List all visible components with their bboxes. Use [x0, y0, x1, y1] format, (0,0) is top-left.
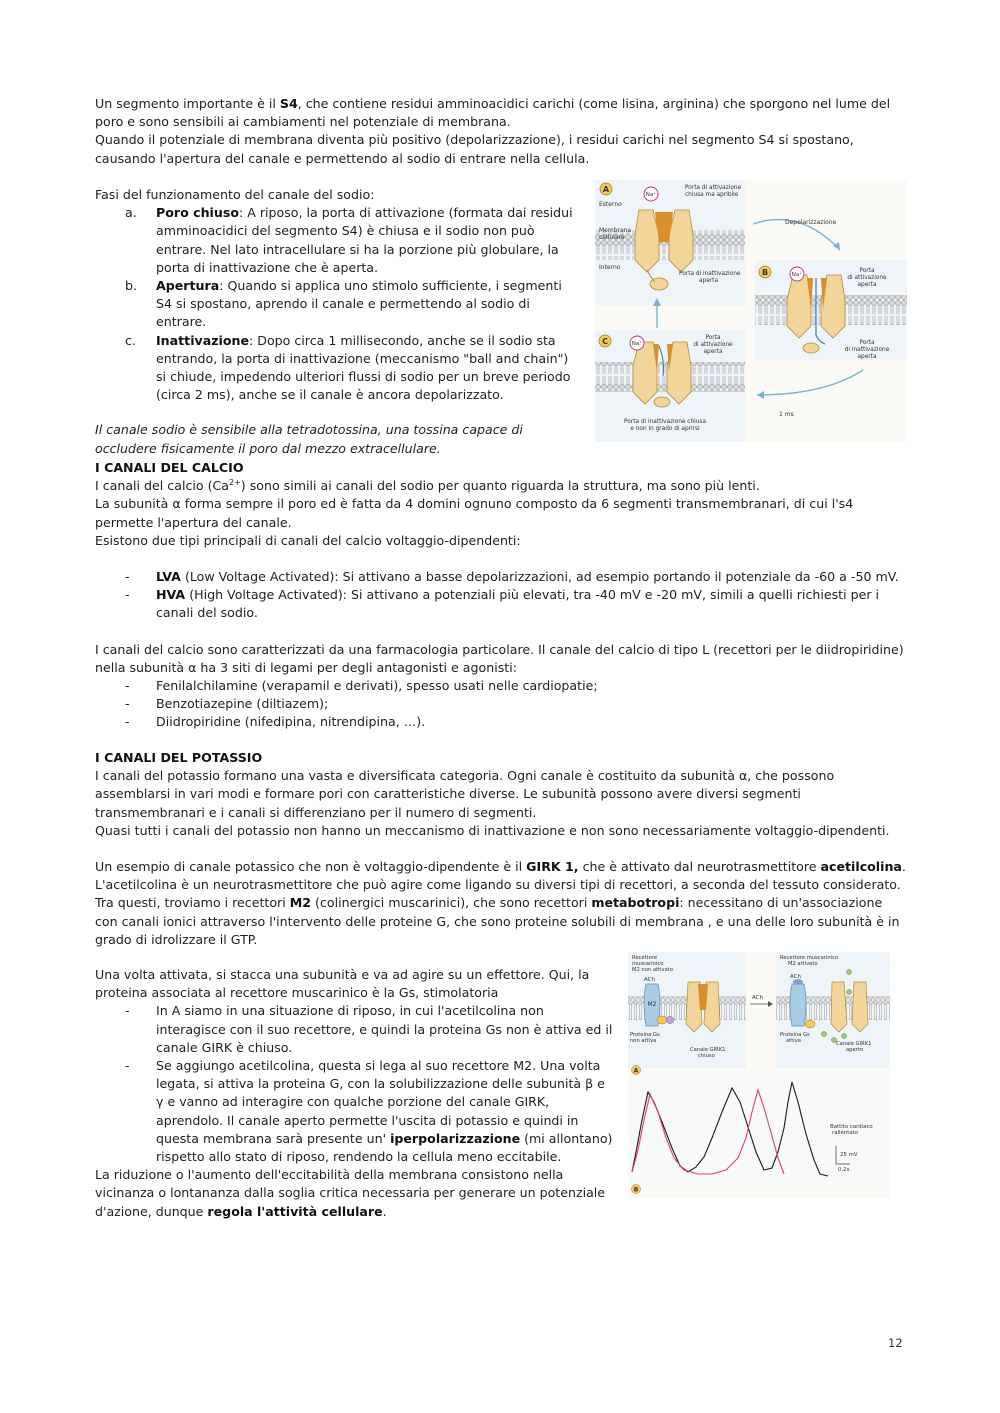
list-marker: b. — [125, 278, 137, 294]
list-item — [95, 586, 907, 622]
potassium-section — [95, 749, 907, 949]
list-marker: - — [125, 569, 130, 585]
bold-term: Inattivazione — [156, 332, 250, 348]
receptor-label-line2: muscarinico — [632, 961, 664, 967]
c-activation-label-line1: Porta — [705, 335, 721, 341]
ach-label: ACh — [790, 974, 801, 980]
superscript: 2+ — [229, 478, 241, 488]
sodium-ion-label: Na⁺ — [645, 192, 657, 198]
gs-active-label-line2: attiva — [786, 1038, 801, 1044]
calcium-section — [95, 459, 907, 732]
calcium-heading: I CANALI DEL CALCIO — [95, 460, 244, 475]
text-run: Un segmento importante è il — [95, 96, 280, 111]
intro-paragraph-s4 — [95, 95, 907, 131]
calcium-pharmacology: I canali del calcio sono caratterizzati da una farmacologia particolare. Il canale del calcio di tipo L (recettori per le diidropiridine) nella subunità α ha 3 siti di legami per degli antagonisti e agonisti: — [95, 641, 904, 675]
inactivation-gate-label-line2: aperta — [699, 278, 719, 284]
potassium-ion — [822, 1032, 827, 1037]
drug-list — [95, 677, 907, 732]
list-item — [95, 1002, 615, 1057]
b-inactivation-label-line2: di inattivazione — [844, 347, 890, 353]
list-marker: - — [125, 678, 130, 694]
g-alpha-subunit-active — [805, 1020, 815, 1028]
girk-label-line2: chiuso — [698, 1053, 715, 1059]
inactivation-ball-c — [654, 397, 670, 407]
arrow-head-icon — [768, 1001, 773, 1007]
g-beta-gamma-subunit — [666, 1017, 674, 1024]
girk-active-label-line2: aperto — [846, 1047, 864, 1053]
tetrodotoxin-note: Il canale sodio è sensibile alla tetradotossina, una tossina capace di occludere fisicamente il poro dal mezzo extracellulare. — [95, 422, 523, 456]
membrane-label-line2: cellulare — [599, 234, 625, 241]
intro-section — [95, 95, 907, 168]
calcium-types-intro: Esistono due tipi principali di canali del calcio voltaggio-dipendenti: — [95, 532, 521, 548]
channel-left-half-b — [787, 275, 811, 338]
calcium-types-list — [95, 568, 907, 623]
receptor-active-label-line2: M2 attivato — [788, 961, 818, 967]
text-run: , che contiene residui amminoacidici carichi (come lisina, arginina) che sporgono nel lume del poro e sono sensibili ai cambiamenti nel potenziale di membrana. — [95, 96, 891, 130]
outside-label: Esterno — [599, 201, 622, 208]
b-inactivation-label-line3: aperta — [857, 354, 877, 360]
potassium-heading: I CANALI DEL POTASSIO — [95, 750, 263, 765]
b-inactivation-label-line1: Porta — [859, 340, 875, 346]
slowed-beat-label-line1: Battito cardiaco — [830, 1124, 873, 1130]
panel-a-label: A — [602, 185, 610, 194]
c-activation-label-line2: di attivazione — [693, 342, 733, 348]
girk-diagram — [628, 952, 890, 1198]
bold-term: metabotropi — [591, 895, 680, 911]
sodium-channel-figure — [595, 180, 907, 442]
b-activation-label-line2: di attivazione — [847, 275, 887, 281]
panel-b-label: B — [761, 268, 769, 277]
list-marker: - — [125, 696, 130, 712]
potassium-ion — [842, 1034, 847, 1039]
sodium-channel-diagram — [595, 180, 907, 442]
time-label: 1 ms — [779, 411, 794, 418]
calcium-intro — [95, 477, 907, 495]
phases-list — [95, 204, 573, 404]
acetylcholine-paragraph — [95, 876, 907, 949]
potassium-intro: I canali del potassio formano una vasta e diversificata categoria. Ogni canale è costituito da subunità α, che possono assemblarsi in vari modi e formare pori con caratteristiche diverse. Le subunità possono avere diversi segmenti transmembranari e i canali si differenziano per il numero di segmenti. — [95, 768, 835, 820]
list-item-text: Diidropiridine (nifedipina, nitrendipina, …). — [156, 714, 426, 730]
list-item-text: (High Voltage Activated): Si attivano a potenziali più elevati, tra -40 mV e -20 mV, simili a quelli richiesti per i canali del sodio. — [156, 587, 880, 621]
list-item-text: (Low Voltage Activated): Si attivano a basse depolarizzazioni, ad esempio portando il potenziale da -60 a -50 mV. — [180, 569, 899, 585]
list-item — [95, 713, 907, 731]
gs-active-label-line1: Proteina Gs — [780, 1032, 810, 1038]
m2-label: M2 — [647, 1001, 657, 1008]
bold-term: Apertura — [156, 278, 220, 294]
bold-term: acetilcolina — [820, 859, 902, 875]
list-marker: - — [125, 714, 130, 730]
text-run: Un esempio di canale potassico che non è voltaggio-dipendente è il — [95, 859, 527, 875]
c-activation-label-line3: aperta — [703, 349, 723, 355]
activation-gate-label-line1: Porta di attivazione — [685, 185, 742, 191]
girk-paragraph — [95, 858, 907, 876]
text-run: (colinergici muscarinici), che sono recettori — [311, 895, 592, 911]
list-item-text: (mi allontano) rispetto allo stato di riposo, rendendo la cellula meno eccitabile. — [156, 1130, 613, 1165]
girk-states-list — [95, 1002, 615, 1166]
inside-label: Interno — [599, 264, 621, 271]
text-run: I canali del calcio (Ca — [95, 478, 229, 494]
list-item — [95, 695, 907, 713]
inactivation-gate-label-line1: Porta di inattivazione — [679, 271, 741, 277]
bold-term: LVA — [156, 569, 181, 585]
potassium-ion — [847, 970, 852, 975]
list-item — [95, 204, 573, 277]
list-item — [95, 677, 907, 695]
activation-gate-label-line2: chiusa ma apribile — [685, 192, 739, 198]
bold-term: HVA — [156, 587, 186, 603]
intro-paragraph-depolarization: Quando il potenziale di membrana diventa più positivo (depolarizzazione), i residui carichi nel segmento S4 si spostano, causando l'apertura del canale e permettendo al sodio di entrare nella cellula. — [95, 132, 854, 166]
page-number: 12 — [888, 1336, 903, 1350]
excitability-paragraph — [95, 1166, 615, 1221]
g-protein-section — [95, 966, 615, 1221]
bold-term: Poro chiuso — [156, 205, 239, 221]
bold-term: iperpolarizzazione — [390, 1130, 521, 1146]
text-run: La riduzione o l'aumento dell'eccitabilità della membrana consistono nella vicinanza o lontananza dalla soglia critica necessaria per generare un potenziale d'azione, dunque — [95, 1167, 606, 1219]
list-item — [95, 568, 907, 586]
sodium-ion-label: Na⁺ — [791, 272, 803, 278]
text-run: che è attivato dal neurotrasmettitore — [578, 859, 821, 875]
voltage-scale-label: 25 mV — [840, 1152, 858, 1158]
channel-right-half-a — [669, 210, 693, 272]
panel-b-label: B — [633, 1186, 639, 1194]
list-marker: - — [125, 587, 130, 603]
gs-label-line1: Proteina Gs — [630, 1032, 660, 1038]
girk-figure — [628, 952, 890, 1198]
list-marker: - — [125, 1058, 130, 1074]
text-run: . — [382, 1203, 387, 1219]
bold-term: regola l'attività cellulare — [207, 1203, 383, 1219]
panel-c-label: C — [602, 337, 608, 346]
text-run: ) sono simili ai canali del sodio per quanto riguarda la struttura, ma sono più lenti. — [240, 478, 760, 494]
girk-channel-left-active — [831, 982, 847, 1032]
receptor-active-label-line1: Recettore muscarinico — [780, 955, 839, 961]
phases-title: Fasi del funzionamento del canale del sodio: — [95, 187, 375, 202]
ach-arrow-label: ACh — [752, 995, 763, 1001]
text-run: . — [901, 859, 906, 875]
inactivation-arrow — [757, 370, 863, 395]
list-item-text: : Dopo circa 1 millisecondo, anche se il sodio sta entrando, la porta di inattivazione (meccanismo "ball and chain") si chiude, impedendo ulteriori flussi di sodio per un breve periodo (circa 2 ms), anche se il canale è ancora depolarizzato. — [156, 332, 571, 403]
calcium-alpha-subunit: La subunità α forma sempre il poro ed è fatta da 4 domini ognuno composto da 6 segmenti transmembranari, di cui l's4 permette l'apertura del canale. — [95, 496, 854, 530]
list-marker: c. — [125, 332, 136, 348]
sodium-ion-label: Na⁺ — [631, 341, 643, 347]
inactivation-ball-b — [803, 343, 819, 353]
time-scale-label: 0,2s — [838, 1167, 850, 1173]
sodium-phases-section — [95, 186, 573, 458]
list-marker: a. — [125, 205, 137, 221]
list-item-text: Fenilalchilamine (verapamil e derivati), spesso usati nelle cardiopatie; — [156, 678, 598, 694]
list-marker: - — [125, 1003, 130, 1019]
bold-term: M2 — [289, 895, 312, 911]
list-item-text: Benzotiazepine (diltiazem); — [156, 696, 329, 712]
list-item — [95, 332, 573, 405]
depolarization-label: Depolarizzazione — [785, 219, 837, 226]
panel-a-label: A — [633, 1067, 639, 1075]
m2-receptor-active — [790, 984, 806, 1026]
list-item — [95, 277, 573, 332]
potassium-inactivation: Quasi tutti i canali del potassio non hanno un meccanismo di inattivazione e non sono necessariamente voltaggio-dipendenti. — [95, 822, 890, 838]
list-item — [95, 1057, 615, 1166]
b-activation-label-line1: Porta — [859, 268, 875, 274]
gs-label-line2: non attiva — [630, 1038, 657, 1044]
g-alpha-subunit — [657, 1016, 667, 1024]
bold-term: GIRK 1, — [526, 859, 579, 875]
g-protein-intro: Una volta attivata, si stacca una subunità e va ad agire su un effettore. Qui, la proteina associata al recettore muscarinico è la Gs, stimolatoria — [95, 967, 590, 1001]
c-inactivation-label-line2: e non in grado di aprirsi — [630, 426, 700, 432]
channel-left-half-a — [635, 210, 659, 272]
text-run: L'acetilcolina è un neurotrasmettitore che può agire come ligando su diversi tipi di recettori, a seconda del tessuto considerato. Tra questi, troviamo i recettori — [95, 877, 901, 911]
b-activation-label-line3: aperta — [857, 282, 877, 288]
channel-left-half-c — [633, 342, 657, 404]
c-inactivation-label-line1: Porta di inattivazione chiusa — [624, 419, 706, 425]
ach-label: ACh — [644, 977, 655, 983]
girk-channel-right-active — [852, 982, 868, 1032]
arrow-head-icon — [757, 391, 764, 399]
potassium-ion — [847, 990, 852, 995]
text-run: : necessitano di un'associazione con canali ionici attraverso l'intervento delle proteine G, che sono proteine solubili di membrana , e una delle loro subunità è in grado di idrolizzare il GTP. — [95, 895, 900, 947]
list-item-text: In A siamo in una situazione di riposo, in cui l'acetilcolina non interagisce con il suo recettore, e quindi la proteina Gs non è attiva ed il canale GIRK è chiuso. — [156, 1003, 613, 1055]
list-item-text: : A riposo, la porta di attivazione (formata dai residui amminoacidici del segmento S4) è chiusa e il sodio non può entrare. Nel lato intracellulare si ha la porzione più globulare, la porta di inattivazione che è aperta. — [156, 205, 573, 275]
receptor-label-line1: Recettore — [632, 955, 658, 961]
list-item-text: : Quando si applica uno stimolo sufficiente, i segmenti S4 si spostano, aprendo il canale e permettendo al sodio di entrare. — [156, 278, 562, 330]
list-item-text: Se aggiungo acetilcolina, questa si lega al suo recettore M2. Una volta legata, si attiva la proteina G, con la solubilizzazione delle subunità β e γ e vanno ad interagire con qualche porzione del canale GIRK, aprendolo. Il canale aperto permette l'uscita di potassio e quindi in questa membrana sarà presente un' — [156, 1058, 605, 1146]
receptor-label-line3: M2 non attivato — [632, 967, 673, 973]
girk-active-label-line1: Canale GIRK1 — [836, 1041, 872, 1047]
bold-term: S4 — [279, 96, 298, 111]
girk-label-line1: Canale GIRK1 — [690, 1047, 726, 1053]
membrane-label-line1: Membrana — [599, 227, 632, 234]
slowed-beat-label-line2: rallentato — [832, 1130, 859, 1136]
